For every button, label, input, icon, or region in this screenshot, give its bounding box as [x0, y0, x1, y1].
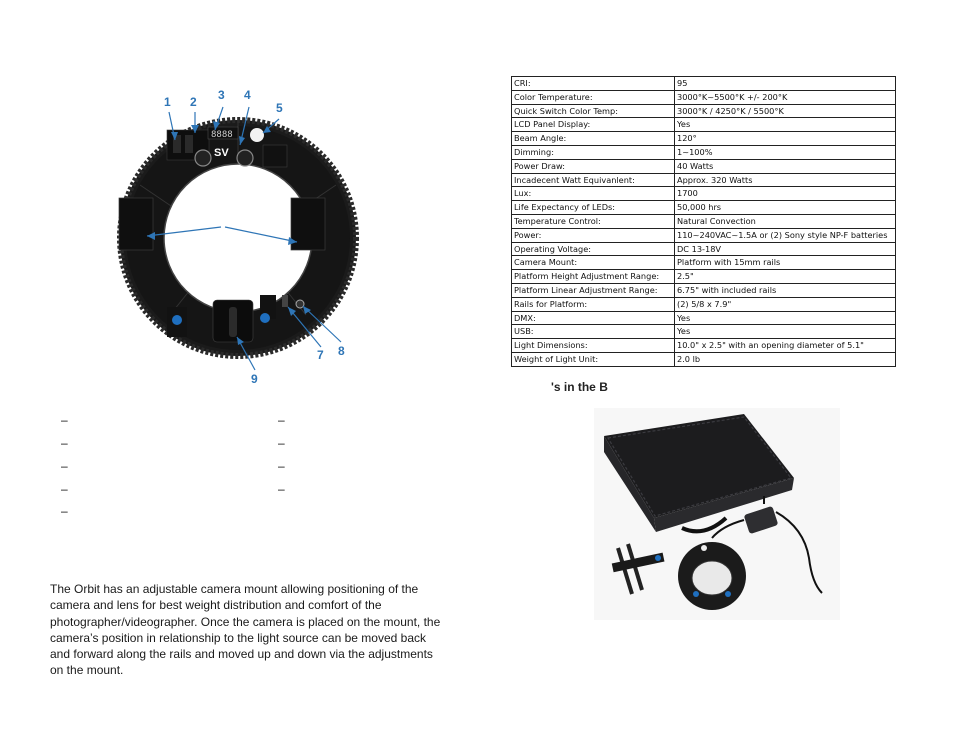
spec-label: Power Draw:: [512, 159, 675, 173]
spec-label: Camera Mount:: [512, 256, 675, 270]
spec-label: Beam Angle:: [512, 132, 675, 146]
spec-value: DC 13-18V: [675, 242, 896, 256]
spec-row: [512, 187, 896, 201]
spec-row: [512, 118, 896, 132]
spec-value: 3000°K / 4250°K / 5500°K: [675, 104, 896, 118]
spec-label: Dimming:: [512, 145, 675, 159]
spec-label: Operating Voltage:: [512, 242, 675, 256]
spec-label: Temperature Control:: [512, 214, 675, 228]
callout-2: 2: [190, 95, 197, 109]
spec-value: 2.0 lb: [675, 352, 896, 366]
list-dash: –: [278, 482, 285, 496]
spec-table: [511, 76, 896, 367]
spec-label: Platform Linear Adjustment Range:: [512, 283, 675, 297]
spec-value: Platform with 15mm rails: [675, 256, 896, 270]
spec-row: [512, 90, 896, 104]
list-dash: –: [61, 413, 68, 427]
spec-value: 1700: [675, 187, 896, 201]
spec-row: [512, 297, 896, 311]
ring-light-illustration: [105, 85, 370, 395]
spec-label: Weight of Light Unit:: [512, 352, 675, 366]
list-dash: –: [278, 436, 285, 450]
spec-label: Quick Switch Color Temp:: [512, 104, 675, 118]
spec-value: 2.5": [675, 270, 896, 284]
callout-1: 1: [164, 95, 171, 109]
callout-4: 4: [244, 88, 251, 102]
battery-plate-left: [119, 198, 153, 250]
spec-label: Light Dimensions:: [512, 339, 675, 353]
callout-7: 7: [317, 348, 324, 362]
spec-label: Platform Height Adjustment Range:: [512, 270, 675, 284]
callout-5: 5: [276, 101, 283, 115]
spec-value: 110~240VAC~1.5A or (2) Sony style NP-F batteries: [675, 228, 896, 242]
spec-value: 95: [675, 77, 896, 91]
spec-value: 1~100%: [675, 145, 896, 159]
panel-display-text: 8888: [211, 130, 233, 140]
spec-row: [512, 256, 896, 270]
color-temp-knob-icon: [237, 150, 253, 166]
spec-value: 120°: [675, 132, 896, 146]
spec-value: Natural Convection: [675, 214, 896, 228]
dimmer-knob-icon: [195, 150, 211, 166]
spec-row: [512, 145, 896, 159]
spec-value: 10.0" x 2.5" with an opening diameter of 5.1": [675, 339, 896, 353]
spec-value: Yes: [675, 311, 896, 325]
spec-value: Approx. 320 Watts: [675, 173, 896, 187]
spec-value: 50,000 hrs: [675, 201, 896, 215]
spec-row: [512, 352, 896, 366]
spec-value: (2) 5/8 x 7.9": [675, 297, 896, 311]
spec-row: [512, 311, 896, 325]
spec-value: 40 Watts: [675, 159, 896, 173]
spec-row: [512, 159, 896, 173]
list-dash: –: [278, 459, 285, 473]
spec-row: [512, 214, 896, 228]
spec-value: 3000°K~5500°K +/- 200°K: [675, 90, 896, 104]
spec-row: [512, 242, 896, 256]
spec-label: CRI:: [512, 77, 675, 91]
mount-knob-right-icon: [260, 313, 270, 323]
usb-port-icon: [296, 300, 304, 308]
list-dash: –: [61, 504, 68, 518]
spec-row: [512, 339, 896, 353]
spec-row: [512, 201, 896, 215]
spec-row: [512, 173, 896, 187]
spec-row: [512, 325, 896, 339]
power-button-icon: [250, 128, 264, 142]
spec-value: Yes: [675, 325, 896, 339]
list-dash: –: [278, 413, 285, 427]
list-dash: –: [61, 436, 68, 450]
spec-label: Incadecent Watt Equivanlent:: [512, 173, 675, 187]
spec-row: [512, 270, 896, 284]
camera-mount-description: The Orbit has an adjustable camera mount allowing positioning of the camera and lens for best weight distribution and comfort of the photographer/videographer. Once the camera is placed on the mount, the camera’s position in relationship to the light source can be moved back and forward along the rails and moved up and down via the adjustments on the mount.: [50, 582, 441, 678]
callout-9: 9: [251, 372, 258, 386]
spec-row: [512, 132, 896, 146]
spec-label: Color Temperature:: [512, 90, 675, 104]
box-contents-heading: 's in the B: [551, 380, 608, 394]
callout-8: 8: [338, 344, 345, 358]
spec-label: Rails for Platform:: [512, 297, 675, 311]
list-dash: –: [61, 482, 68, 496]
spec-row: [512, 104, 896, 118]
carry-bag-kit-illustration: [594, 408, 840, 620]
spec-row: [512, 283, 896, 297]
spec-label: Life Expectancy of LEDs:: [512, 201, 675, 215]
mount-knob-left-icon: [172, 315, 182, 325]
spec-label: Power:: [512, 228, 675, 242]
spec-value: Yes: [675, 118, 896, 132]
spec-label: LCD Panel Display:: [512, 118, 675, 132]
callout-3: 3: [218, 88, 225, 102]
ring-light-diagram: [105, 85, 370, 395]
panel-brand-logo: SV: [214, 147, 229, 159]
spec-label: DMX:: [512, 311, 675, 325]
spec-row: [512, 228, 896, 242]
spec-label: Lux:: [512, 187, 675, 201]
list-dash: –: [61, 459, 68, 473]
spec-label: USB:: [512, 325, 675, 339]
carry-bag-photo: [594, 408, 840, 620]
spec-row: [512, 77, 896, 91]
spec-value: 6.75" with included rails: [675, 283, 896, 297]
